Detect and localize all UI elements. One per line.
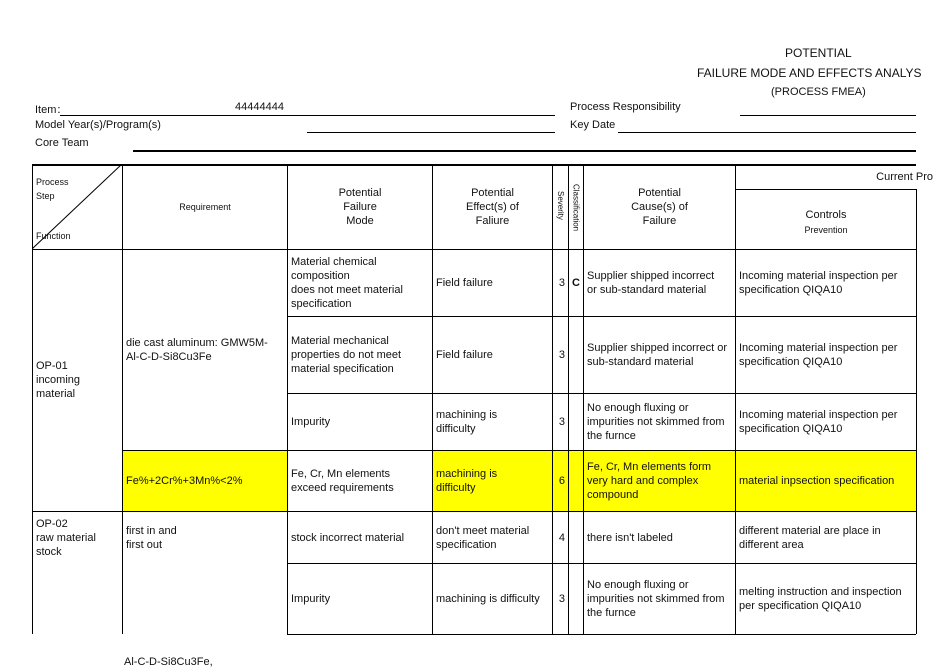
- table-row-3-effect: machining is difficulty: [436, 409, 498, 435]
- header-failure-mode: Potential Failure Mode: [338, 187, 382, 227]
- table-row-3-cause: No enough fluxing or impurities not skimmed from the furnce: [587, 402, 725, 442]
- table-row-3-severity: 3: [558, 416, 565, 428]
- table-row-4-mode: Fe, Cr, Mn elements exceed requirements: [291, 468, 394, 494]
- table-row-5-mode: stock incorrect material: [291, 531, 405, 544]
- table-row-2-severity: 3: [558, 349, 565, 361]
- process-responsibility-underline: [740, 115, 916, 116]
- process-step-op02: OP-02 raw material stock: [36, 517, 96, 558]
- table-row-1-effect: Field failure: [436, 277, 493, 289]
- item-label: Item：: [35, 104, 68, 116]
- table-row-1-cause: Supplier shipped incorrect or sub-standard material: [587, 270, 715, 296]
- process-responsibility-label: Process Responsibility: [570, 101, 681, 113]
- key-date-label: Key Date: [570, 119, 616, 131]
- table-row-5-effect: don't meet material specification: [436, 524, 530, 551]
- table-row-6-severity: 3: [558, 593, 565, 605]
- table-row-5-cause: there isn't labeled: [587, 531, 673, 544]
- table-row-6-control: melting instruction and inspection per specification QIQA10: [739, 586, 902, 612]
- table-row-5-requirement: first in and first out: [126, 524, 177, 551]
- key-date-underline: [618, 132, 916, 133]
- header-causes: Potential Cause(s) of Failure: [631, 187, 688, 227]
- header-requirement: Requirement: [179, 202, 231, 212]
- table-row-6-cause: No enough fluxing or impurities not skimmed from the furnce: [587, 579, 725, 619]
- report-title-line2: FAILURE MODE AND EFFECTS ANALYS: [697, 66, 922, 80]
- model-year-underline: [307, 132, 555, 133]
- process-step-op01: OP-01 incoming material: [36, 360, 81, 400]
- core-team-label: Core Team: [35, 137, 89, 149]
- table-row-4-requirement: Fe%+2Cr%+3Mn%<2%: [123, 451, 287, 511]
- header-effects: Potential Effect(s) of Faliure: [466, 187, 519, 227]
- table-row-1-severity: 3: [558, 277, 565, 289]
- table-row-5-severity: 4: [558, 531, 565, 544]
- header-severity: Severity: [556, 190, 565, 220]
- table-row-1-control: Incoming material inspection per specification QIQA10: [739, 270, 898, 296]
- item-underline: [60, 115, 555, 116]
- footer-requirement-text: Al-C-D-Si8Cu3Fe,: [124, 656, 213, 668]
- core-team-underline: [133, 150, 916, 152]
- table-row-2-control: Incoming material inspection per specification QIQA10: [739, 342, 898, 368]
- table-row-4-classification: [569, 451, 583, 511]
- requirement-op01: die cast aluminum: GMW5M- Al-C-D-Si8Cu3Fe: [126, 337, 268, 363]
- report-title-line3: (PROCESS FMEA): [771, 86, 866, 98]
- table-row-4-cause: Fe, Cr, Mn elements form very hard and complex compound: [584, 451, 735, 511]
- table-row-3-control: Incoming material inspection per specification QIQA10: [739, 409, 898, 435]
- header-classification: Classification: [571, 183, 581, 232]
- table-row-4-control: material inpsection specification: [736, 451, 916, 511]
- table-row-4-effect: machining is difficulty: [433, 451, 552, 511]
- table-row-6-mode: Impurity: [291, 593, 331, 605]
- table-row-4-severity: 6: [553, 451, 568, 511]
- table-row-5-control: different material are place in different area: [739, 524, 881, 551]
- report-title-line1: POTENTIAL: [785, 46, 852, 60]
- header-current-process: Current Pro: [876, 171, 933, 183]
- table-row-3-mode: Impurity: [291, 416, 331, 428]
- header-process-step: Process Step: [36, 177, 69, 201]
- model-year-label: Model Year(s)/Program(s): [35, 119, 161, 131]
- header-controls: Controls: [805, 209, 847, 221]
- table-row-6-effect: machining is difficulty: [436, 593, 540, 605]
- table-row-2-mode: Material mechanical properties do not meet material specification: [291, 335, 402, 375]
- table-row-1-classification: C: [572, 277, 580, 289]
- table-row-1-mode: Material chemical composition does not meet material specification: [291, 256, 403, 310]
- header-prevention: Prevention: [804, 225, 848, 235]
- table-row-2-cause: Supplier shipped incorrect or sub-standard material: [587, 342, 728, 368]
- item-value[interactable]: 44444444: [235, 101, 284, 113]
- table-row-2-effect: Field failure: [436, 349, 493, 361]
- header-function: Function: [36, 231, 71, 241]
